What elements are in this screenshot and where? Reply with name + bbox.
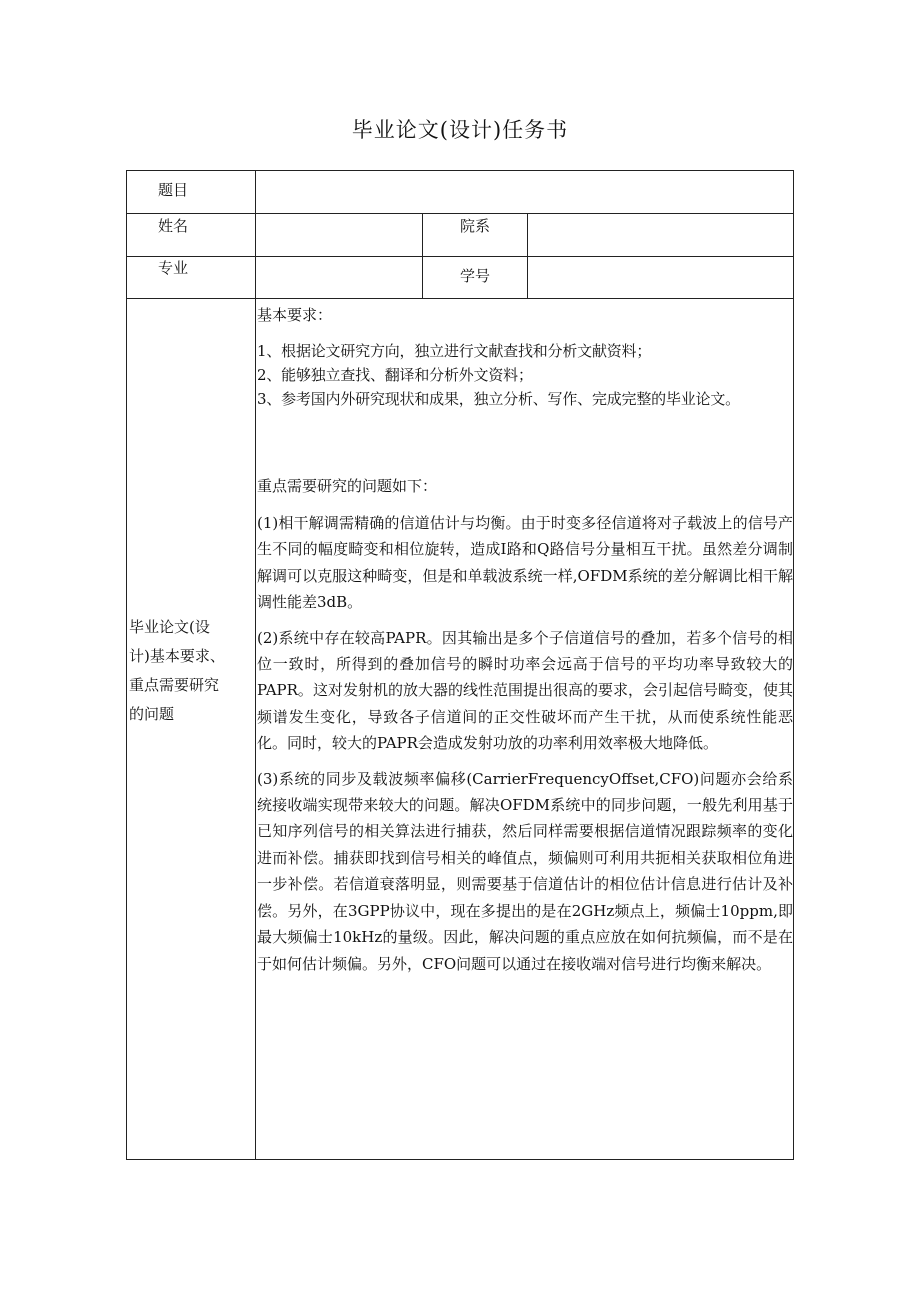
department-label: 院系 (460, 217, 491, 235)
table-border-bottom (126, 1159, 794, 1160)
major-field[interactable] (262, 266, 412, 288)
table-row-divider (126, 256, 794, 257)
key-issues-heading: 重点需要研究的问题如下： (257, 477, 438, 495)
student-id-field[interactable] (534, 266, 784, 288)
section-label-line: 重点需要研究 (129, 676, 220, 694)
topic-label: 题目 (158, 181, 189, 199)
section-label-line: 的问题 (129, 705, 175, 723)
task-form-table (126, 170, 794, 1160)
table-column-divider (422, 213, 423, 299)
table-border-top (126, 170, 794, 171)
section-label-line: 计)基本要求、 (129, 647, 225, 665)
name-field[interactable] (262, 222, 412, 244)
key-issue-paragraph: (2)系统中存在较高PAPR。因其输出是多个子信道信号的叠加，若多个信号的相位一致时，所得到的叠加信号的瞬时功率会远高于信号的平均功率导致较大的PAPR。这对发射机的放大器的线性范围提出很高的要求，会引起信号畸变，使其频谱发生变化，导致各子信道间的正交性破坏而产生干扰，从而使系统性能恶化。同时，较大的PAPR会造成发射功放的功率利用效率极大地降低。 (257, 628, 793, 753)
basic-requirement-item: 2、能够独立查找、翻译和分析外文资料； (257, 366, 533, 384)
table-column-divider (527, 213, 528, 299)
table-column-divider (255, 170, 256, 1160)
document-title: 毕业论文(设计)任务书 (351, 118, 569, 142)
basic-requirements-heading: 基本要求： (257, 306, 333, 324)
requirements-section-label (129, 613, 254, 729)
section-label-line: 毕业论文(设 (129, 618, 210, 636)
table-row-divider (126, 213, 794, 214)
table-border-left (126, 170, 127, 1160)
major-label: 专业 (158, 259, 189, 277)
basic-requirement-item: 3、参考国内外研究现状和成果，独立分析、写作、完成完整的毕业论文。 (257, 390, 740, 408)
student-id-label: 学号 (460, 267, 491, 285)
table-row-divider (126, 298, 794, 299)
key-issue-paragraph: (1)相干解调需精确的信道估计与均衡。由于时变多径信道将对子载波上的信号产生不同的幅度畸变和相位旋转，造成I路和Q路信号分量相互干扰。虽然差分调制解调可以克服这种畸变，但是和单载波系统一样,OFDM系统的差分解调比相干解调性能差3dB。 (257, 514, 793, 612)
name-label: 姓名 (158, 217, 189, 235)
table-border-right (793, 170, 794, 1160)
basic-requirement-item: 1、根据论文研究方向，独立进行文献查找和分析文献资料； (257, 342, 652, 360)
requirements-content (257, 300, 793, 977)
key-issue-paragraph: (3)系统的同步及载波频率偏移(CarrierFrequencyOffset,CFO)问题亦会给系统接收端实现带来较大的问题。解决OFDM系统中的同步问题，一般先利用基于已知序列信号的相关算法进行捕获，然后同样需要根据信道情况跟踪频率的变化进而补偿。捕获即找到信号相关的峰值点，频偏则可利用共扼相关获取相位角进一步补偿。若信道衰落明显，则需要基于信道估计的相位估计信息进行估计及补偿。另外，在3GPP协议中，现在多提出的是在2GHz频点上，频偏士10ppm,即最大频偏士10kHz的量级。因此，解决问题的重点应放在如何抗频偏，而不是在于如何估计频偏。另外，CFO问题可以通过在接收端对信号进行均衡来解决。 (257, 769, 793, 973)
topic-field[interactable] (262, 180, 782, 202)
department-field[interactable] (534, 222, 784, 244)
